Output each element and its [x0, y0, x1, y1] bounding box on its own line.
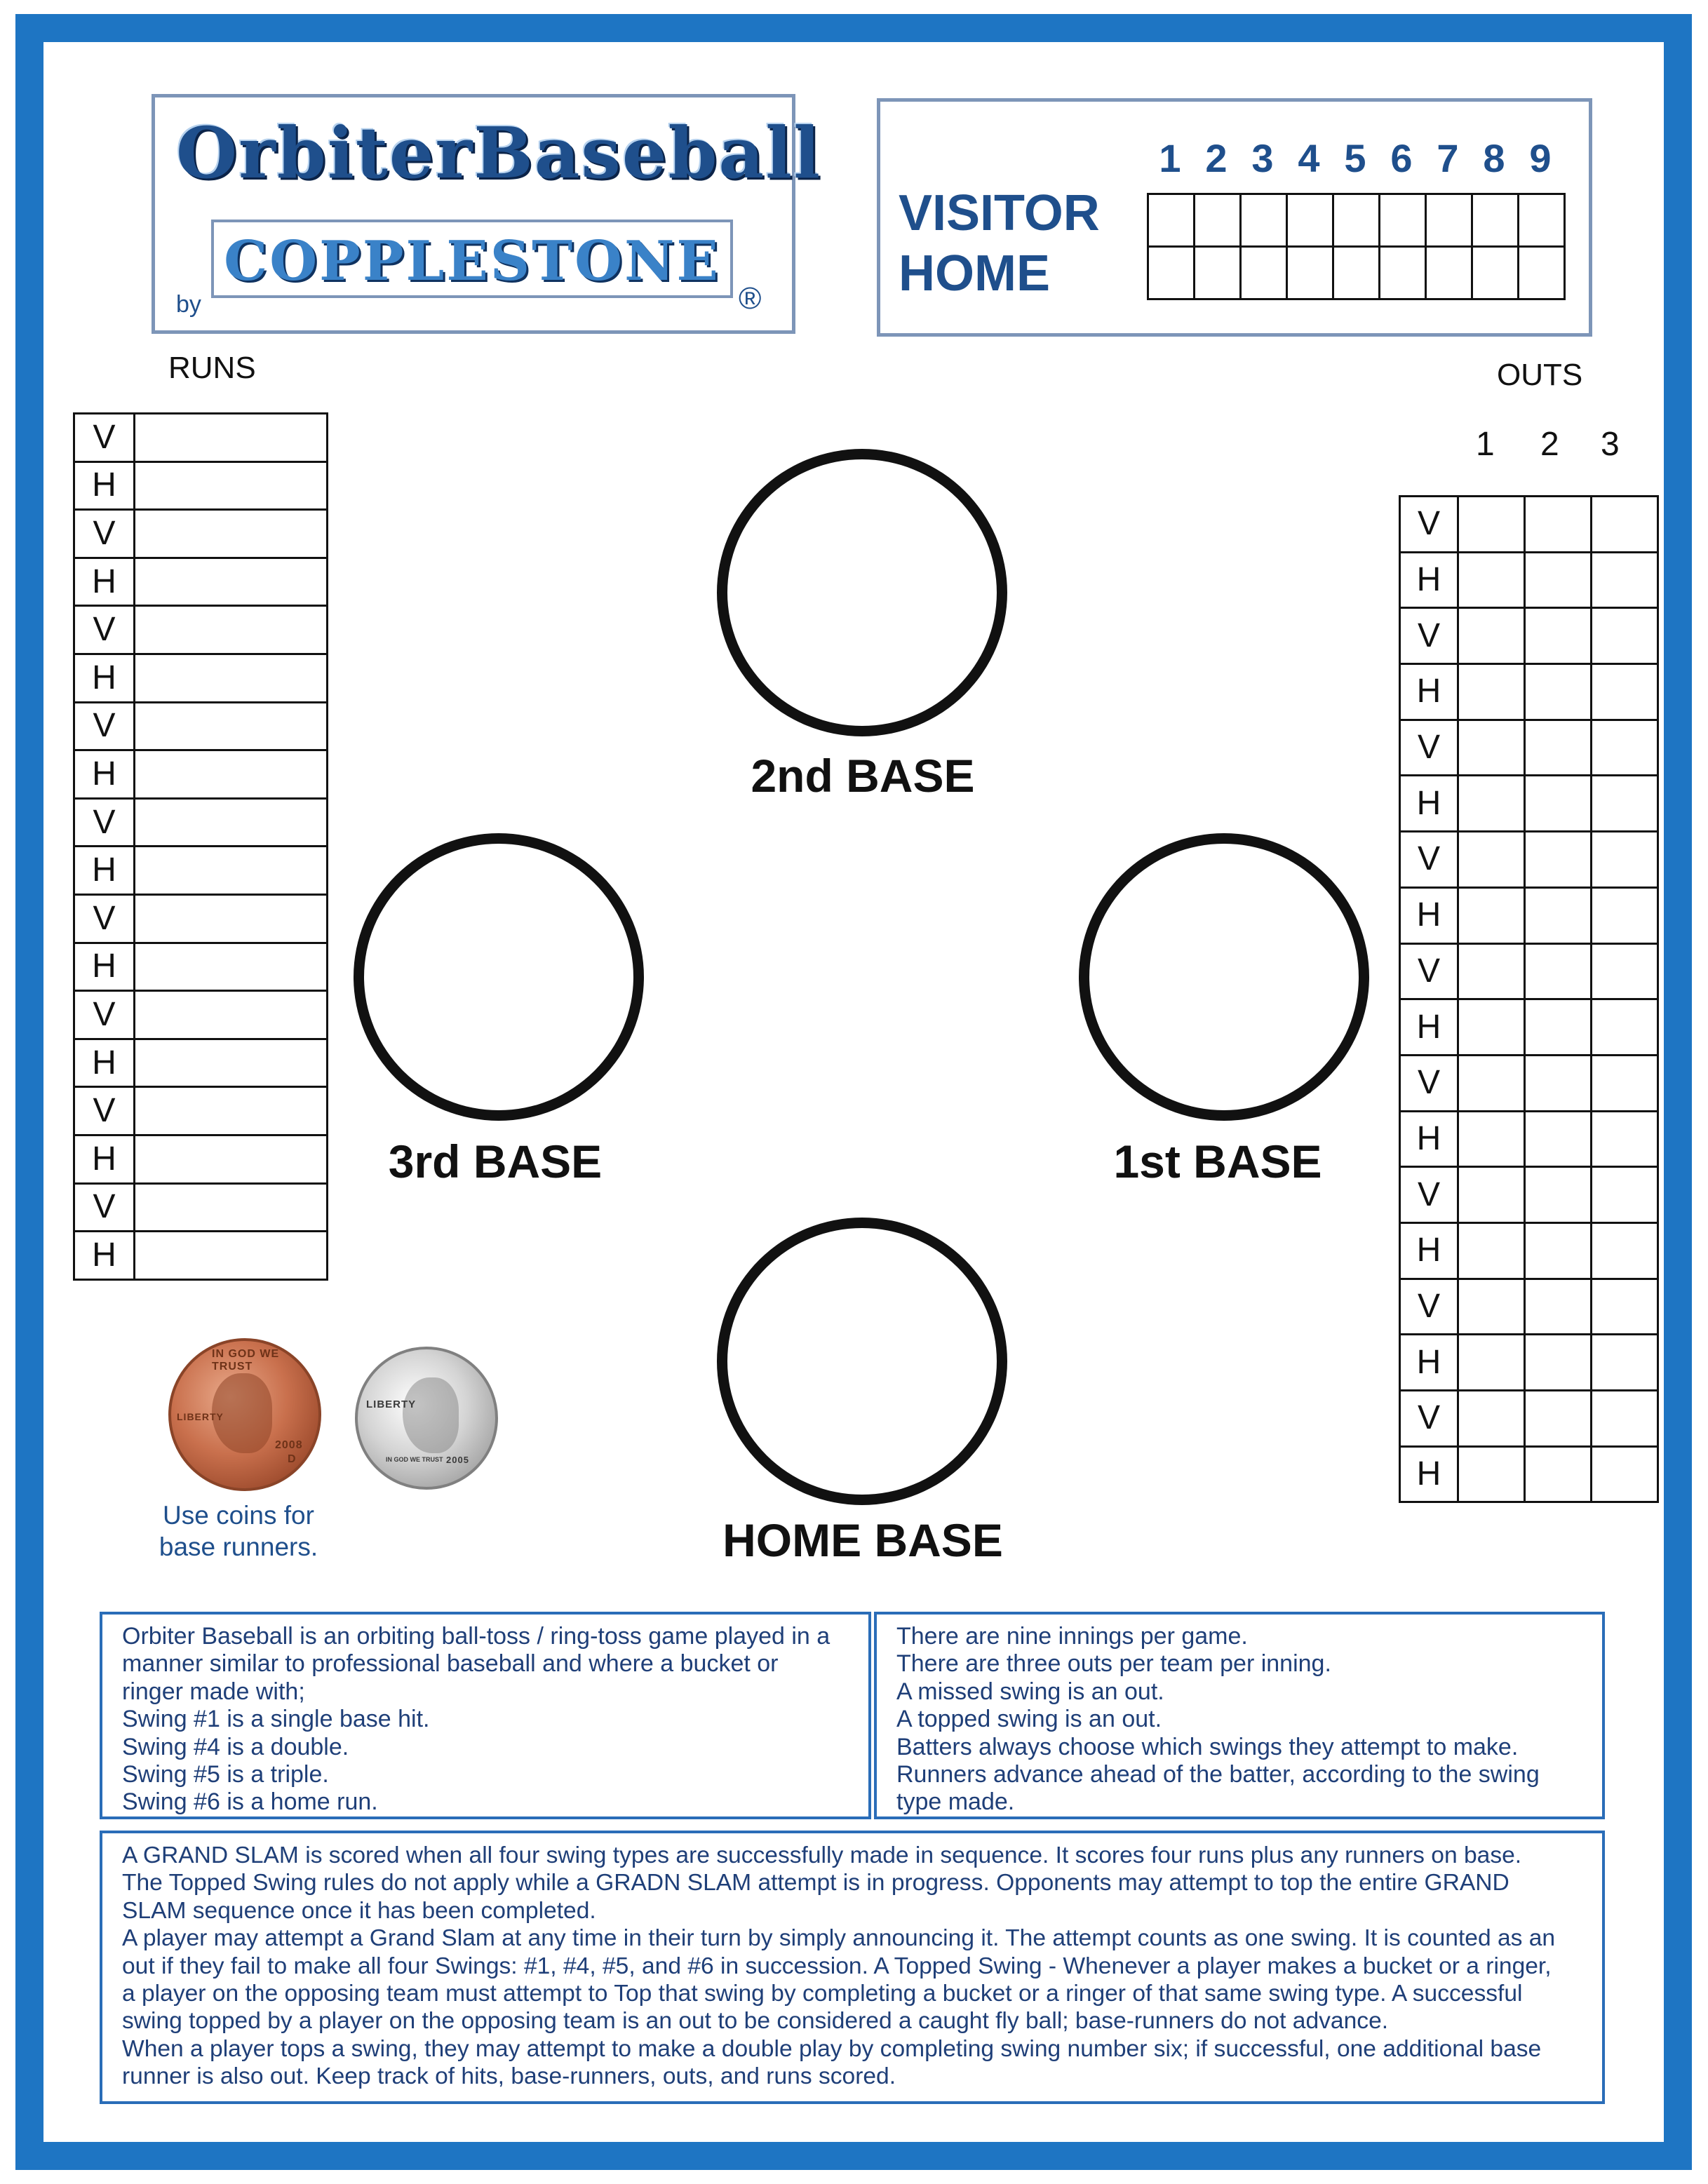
out-mark-cell[interactable] — [1458, 1446, 1525, 1502]
grand-slam-line: When a player tops a swing, they may attempt to make a double play by completing swing number six; if successful, one additional base — [122, 2035, 1542, 2062]
runs-row — [74, 847, 328, 895]
inning-number: 3 — [1251, 136, 1274, 180]
out-mark-cell[interactable] — [1592, 1111, 1658, 1167]
inning-number: 9 — [1529, 136, 1552, 180]
outs-column-2: 2 — [1540, 426, 1559, 463]
outs-team-letter: H — [1400, 887, 1458, 943]
runs-row — [74, 606, 328, 654]
grand-slam-line: swing topped by a player on the opposing team is an out to be considered a caught fly ball; base-runners do not advance. — [122, 2008, 1389, 2035]
rules-line: Runners advance ahead of the batter, according to the swing — [896, 1761, 1540, 1788]
out-mark-cell[interactable] — [1592, 664, 1658, 720]
inning-number: 6 — [1390, 136, 1413, 180]
out-mark-cell[interactable] — [1592, 776, 1658, 832]
outs-row — [1400, 1111, 1658, 1167]
roosevelt-profile-icon — [403, 1377, 459, 1453]
runs-tally-cell[interactable] — [135, 702, 328, 750]
inning-score-cell[interactable] — [1519, 247, 1565, 299]
outs-row — [1400, 720, 1658, 776]
outs-column-3: 3 — [1601, 426, 1620, 463]
out-mark-cell[interactable] — [1525, 552, 1592, 608]
rules-line: There are nine innings per game. — [896, 1623, 1248, 1650]
runs-row — [74, 461, 328, 510]
coin-note-line: base runners. — [159, 1532, 318, 1561]
out-mark-cell[interactable] — [1592, 1167, 1658, 1223]
home-label: HOME — [899, 245, 1050, 302]
inning-score-grid — [1147, 193, 1566, 300]
runs-tally-cell[interactable] — [135, 510, 328, 558]
out-mark-cell[interactable] — [1525, 1391, 1592, 1447]
out-mark-cell[interactable] — [1525, 1111, 1592, 1167]
inning-number: 5 — [1344, 136, 1366, 180]
penny-coin-image — [168, 1338, 321, 1491]
out-mark-cell[interactable] — [1458, 887, 1525, 943]
rules-box-game — [874, 1612, 1605, 1819]
inning-score-cell[interactable] — [1195, 247, 1241, 299]
grand-slam-rules-box — [100, 1831, 1605, 2104]
penny-liberty: LIBERTY — [177, 1411, 224, 1422]
out-mark-cell[interactable] — [1458, 664, 1525, 720]
outs-row — [1400, 1446, 1658, 1502]
third-base-label: 3rd BASE — [388, 1135, 603, 1187]
runs-row — [74, 414, 328, 462]
outs-row — [1400, 943, 1658, 999]
out-mark-cell[interactable] — [1592, 720, 1658, 776]
rules-box-swings — [100, 1612, 871, 1819]
penny-motto: IN GOD WE TRUST — [212, 1348, 280, 1373]
out-mark-cell[interactable] — [1458, 943, 1525, 999]
runs-tally-cell[interactable] — [135, 461, 328, 510]
runs-tally-cell[interactable] — [135, 750, 328, 799]
outs-row — [1400, 999, 1658, 1056]
out-mark-cell[interactable] — [1458, 1111, 1525, 1167]
logo-subtitle-frame — [211, 220, 733, 298]
outs-team-letter: V — [1400, 720, 1458, 776]
out-mark-cell[interactable] — [1525, 1335, 1592, 1391]
out-mark-cell[interactable] — [1458, 497, 1525, 553]
logo-by-text: by — [176, 291, 201, 318]
outs-row — [1400, 887, 1658, 943]
outs-label: OUTS — [1497, 358, 1583, 392]
outs-column-1: 1 — [1476, 426, 1495, 463]
runs-row — [74, 1183, 328, 1232]
runs-team-letter: H — [74, 943, 135, 991]
penny-year: 2008 — [275, 1439, 303, 1451]
inning-number: 4 — [1298, 136, 1320, 180]
runs-row — [74, 798, 328, 847]
runs-row — [74, 750, 328, 799]
out-mark-cell[interactable] — [1592, 1446, 1658, 1502]
home-base-circle[interactable] — [717, 1218, 1007, 1505]
runs-row — [74, 1087, 328, 1135]
runs-tally-cell[interactable] — [135, 1039, 328, 1087]
inning-score-cell[interactable] — [1380, 194, 1426, 247]
out-mark-cell[interactable] — [1525, 1167, 1592, 1223]
out-mark-cell[interactable] — [1525, 887, 1592, 943]
rules-line: A topped swing is an out. — [896, 1706, 1162, 1733]
out-mark-cell[interactable] — [1592, 552, 1658, 608]
inning-score-cell[interactable] — [1426, 247, 1472, 299]
runs-team-letter: H — [74, 1232, 135, 1280]
inning-score-cell[interactable] — [1241, 247, 1287, 299]
runs-row — [74, 894, 328, 943]
runs-tally-cell[interactable] — [135, 894, 328, 943]
rules-line: A missed swing is an out. — [896, 1678, 1164, 1705]
runs-team-letter: H — [74, 1135, 135, 1183]
inning-number: 2 — [1205, 136, 1228, 180]
outs-team-letter: H — [1400, 1222, 1458, 1279]
outs-row — [1400, 1335, 1658, 1391]
inning-score-cell[interactable] — [1287, 247, 1333, 299]
out-mark-cell[interactable] — [1592, 1055, 1658, 1111]
inning-score-cell[interactable] — [1472, 247, 1519, 299]
inning-score-cell[interactable] — [1241, 194, 1287, 247]
outs-team-letter: H — [1400, 664, 1458, 720]
outs-row — [1400, 1222, 1658, 1279]
second-base-circle[interactable] — [717, 449, 1007, 736]
registered-mark: ® — [739, 281, 762, 316]
runs-tally-cell[interactable] — [135, 943, 328, 991]
runs-tally-cell[interactable] — [135, 847, 328, 895]
grand-slam-line: a player on the opposing team must attempt to Top that swing by completing a bucket or a ringer of that same swing type. A successful — [122, 1981, 1523, 2007]
out-mark-cell[interactable] — [1458, 832, 1525, 888]
rules-line: manner similar to professional baseball and where a bucket or — [122, 1650, 779, 1678]
outs-row — [1400, 1279, 1658, 1335]
runs-row — [74, 558, 328, 606]
outs-row — [1400, 1167, 1658, 1223]
outs-row — [1400, 1391, 1658, 1447]
out-mark-cell[interactable] — [1458, 776, 1525, 832]
home-score-row — [1148, 247, 1565, 299]
coin-note-line: Use coins for — [163, 1501, 314, 1530]
inning-number: 1 — [1159, 136, 1181, 180]
inning-score-cell[interactable] — [1287, 194, 1333, 247]
out-mark-cell[interactable] — [1458, 1391, 1525, 1447]
out-mark-cell[interactable] — [1525, 1222, 1592, 1279]
runs-team-letter: V — [74, 798, 135, 847]
grand-slam-line: A player may attempt a Grand Slam at any time in their turn by simply announcing it. The attempt counts as one swing. It is counted as an — [122, 1925, 1556, 1952]
grand-slam-line: out if they fail to make all four Swings: #1, #4, #5, and #6 in succession. A Topped Swing - Whenever a player makes a bucket or a ringer, — [122, 1953, 1552, 1979]
outs-team-letter: V — [1400, 608, 1458, 664]
inning-score-cell[interactable] — [1333, 194, 1380, 247]
outs-team-letter: V — [1400, 1279, 1458, 1335]
outs-team-letter: H — [1400, 1111, 1458, 1167]
out-mark-cell[interactable] — [1525, 720, 1592, 776]
runs-team-letter: V — [74, 991, 135, 1039]
penny-mint-mark: D — [288, 1453, 297, 1465]
runs-team-letter: V — [74, 414, 135, 462]
out-mark-cell[interactable] — [1592, 887, 1658, 943]
runs-team-letter: H — [74, 847, 135, 895]
out-mark-cell[interactable] — [1458, 1222, 1525, 1279]
runs-tally-cell[interactable] — [135, 1183, 328, 1232]
outs-team-letter: H — [1400, 1446, 1458, 1502]
runs-row — [74, 1232, 328, 1280]
first-base-circle[interactable] — [1079, 833, 1369, 1121]
rules-line: Orbiter Baseball is an orbiting ball-toss / ring-toss game played in a — [122, 1623, 831, 1650]
coin-instructions — [119, 1499, 358, 1563]
runs-tally-cell[interactable] — [135, 1135, 328, 1183]
runs-team-letter: V — [74, 1183, 135, 1232]
inning-score-cell[interactable] — [1195, 194, 1241, 247]
runs-tally-cell[interactable] — [135, 606, 328, 654]
outs-row — [1400, 608, 1658, 664]
rules-line: ringer made with; — [122, 1678, 305, 1705]
out-mark-cell[interactable] — [1592, 943, 1658, 999]
out-mark-cell[interactable] — [1525, 497, 1592, 553]
rules-line: Swing #5 is a triple. — [122, 1761, 329, 1788]
grand-slam-line: runner is also out. Keep track of hits, base-runners, outs, and runs scored. — [122, 2063, 896, 2090]
outs-team-letter: V — [1400, 497, 1458, 553]
outs-team-letter: V — [1400, 832, 1458, 888]
inning-score-cell[interactable] — [1426, 194, 1472, 247]
dime-motto: IN GOD WE TRUST — [386, 1456, 443, 1463]
visitor-score-row — [1148, 194, 1565, 247]
runs-team-letter: H — [74, 654, 135, 702]
runs-tally-cell[interactable] — [135, 1087, 328, 1135]
rules-line: Swing #6 is a home run. — [122, 1788, 378, 1816]
outs-tally-table — [1399, 495, 1659, 1503]
runs-team-letter: H — [74, 558, 135, 606]
inning-score-cell[interactable] — [1148, 247, 1195, 299]
out-mark-cell[interactable] — [1525, 608, 1592, 664]
runs-team-letter: H — [74, 1039, 135, 1087]
runs-row — [74, 654, 328, 702]
outs-row — [1400, 497, 1658, 553]
runs-label: RUNS — [168, 351, 256, 385]
rules-line: type made. — [896, 1788, 1015, 1816]
outs-team-letter: V — [1400, 943, 1458, 999]
dime-coin-image — [355, 1347, 498, 1490]
second-base-label: 2nd BASE — [751, 750, 975, 802]
out-mark-cell[interactable] — [1592, 1335, 1658, 1391]
out-mark-cell[interactable] — [1525, 832, 1592, 888]
outs-row — [1400, 832, 1658, 888]
out-mark-cell[interactable] — [1458, 1335, 1525, 1391]
out-mark-cell[interactable] — [1458, 1055, 1525, 1111]
out-mark-cell[interactable] — [1525, 999, 1592, 1056]
runs-tally-cell[interactable] — [135, 798, 328, 847]
runs-tally-cell[interactable] — [135, 1232, 328, 1280]
runs-tally-cell[interactable] — [135, 991, 328, 1039]
runs-team-letter: H — [74, 461, 135, 510]
out-mark-cell[interactable] — [1458, 999, 1525, 1056]
runs-row — [74, 702, 328, 750]
out-mark-cell[interactable] — [1458, 552, 1525, 608]
runs-team-letter: V — [74, 1087, 135, 1135]
out-mark-cell[interactable] — [1592, 1279, 1658, 1335]
logo-panel — [152, 94, 822, 334]
inning-number: 7 — [1437, 136, 1459, 180]
out-mark-cell[interactable] — [1458, 1167, 1525, 1223]
runs-tally-cell[interactable] — [135, 654, 328, 702]
runs-team-letter: V — [74, 894, 135, 943]
out-mark-cell[interactable] — [1525, 1279, 1592, 1335]
rules-line: Swing #1 is a single base hit. — [122, 1706, 430, 1733]
runs-row — [74, 991, 328, 1039]
inning-score-cell[interactable] — [1333, 247, 1380, 299]
runs-tally-cell[interactable] — [135, 558, 328, 606]
runs-team-letter: V — [74, 606, 135, 654]
dime-liberty: LIBERTY — [366, 1398, 417, 1410]
first-base-label: 1st BASE — [1113, 1135, 1322, 1187]
outs-row — [1400, 552, 1658, 608]
out-mark-cell[interactable] — [1592, 832, 1658, 888]
outs-team-letter: V — [1400, 1167, 1458, 1223]
rules-line: Swing #4 is a double. — [122, 1733, 349, 1760]
runs-tally-table — [73, 412, 328, 1281]
inning-number: 8 — [1483, 136, 1505, 180]
out-mark-cell[interactable] — [1592, 1222, 1658, 1279]
outs-team-letter: V — [1400, 1055, 1458, 1111]
runs-row — [74, 1039, 328, 1087]
out-mark-cell[interactable] — [1525, 1055, 1592, 1111]
outs-team-letter: H — [1400, 776, 1458, 832]
runs-team-letter: V — [74, 510, 135, 558]
out-mark-cell[interactable] — [1458, 720, 1525, 776]
outs-row — [1400, 1055, 1658, 1111]
out-mark-cell[interactable] — [1525, 776, 1592, 832]
third-base-circle[interactable] — [354, 833, 644, 1121]
dime-year: 2005 — [446, 1455, 469, 1465]
logo-subtitle: COPPLESTONE — [224, 229, 720, 293]
inning-score-cell[interactable] — [1380, 247, 1426, 299]
visitor-label: VISITOR — [899, 185, 1100, 241]
rules-line: There are three outs per team per inning. — [896, 1650, 1331, 1678]
runs-row — [74, 943, 328, 991]
out-mark-cell[interactable] — [1458, 608, 1525, 664]
outs-row — [1400, 664, 1658, 720]
runs-row — [74, 1135, 328, 1183]
inning-score-cell[interactable] — [1148, 194, 1195, 247]
out-mark-cell[interactable] — [1592, 999, 1658, 1056]
out-mark-cell[interactable] — [1592, 608, 1658, 664]
rules-line: Batters always choose which swings they attempt to make. — [896, 1733, 1519, 1760]
inning-scoreboard — [877, 98, 1592, 337]
out-mark-cell[interactable] — [1592, 497, 1658, 553]
runs-team-letter: V — [74, 702, 135, 750]
runs-tally-cell[interactable] — [135, 414, 328, 462]
outs-team-letter: H — [1400, 552, 1458, 608]
runs-row — [74, 510, 328, 558]
outs-team-letter: H — [1400, 999, 1458, 1056]
inning-score-cell[interactable] — [1519, 194, 1565, 247]
grand-slam-line: A GRAND SLAM is scored when all four swing types are successfully made in sequence. It scores four runs plus any runners on base. — [122, 1842, 1522, 1868]
out-mark-cell[interactable] — [1525, 1446, 1592, 1502]
out-mark-cell[interactable] — [1458, 1279, 1525, 1335]
out-mark-cell[interactable] — [1525, 943, 1592, 999]
grand-slam-line: SLAM sequence once it has been completed. — [122, 1897, 596, 1924]
logo-title: OrbiterBaseball — [176, 112, 822, 194]
grand-slam-line: The Topped Swing rules do not apply while a GRADN SLAM attempt is in progress. Opponents may attempt to top the entire GRAND — [122, 1870, 1509, 1896]
outs-row — [1400, 776, 1658, 832]
home-base-label: HOME BASE — [722, 1514, 1003, 1566]
out-mark-cell[interactable] — [1525, 664, 1592, 720]
outs-team-letter: V — [1400, 1391, 1458, 1447]
out-mark-cell[interactable] — [1592, 1391, 1658, 1447]
runs-team-letter: H — [74, 750, 135, 799]
outs-team-letter: H — [1400, 1335, 1458, 1391]
inning-score-cell[interactable] — [1472, 194, 1519, 247]
